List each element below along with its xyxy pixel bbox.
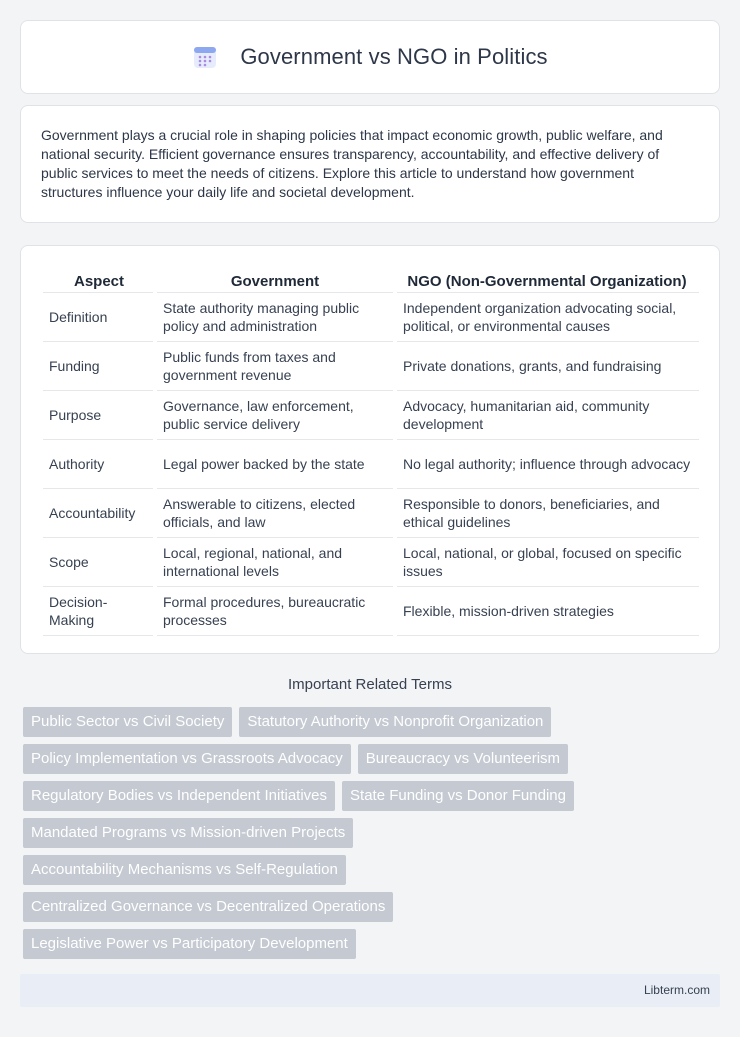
comparison-table (43, 266, 699, 636)
related-term-tag[interactable]: Public Sector vs Civil Society (23, 707, 232, 737)
table-row (43, 586, 699, 635)
aspect-cell: Decision-Making (43, 586, 155, 635)
aspect-cell: Definition (43, 292, 155, 341)
related-term-tag[interactable]: Mandated Programs vs Mission-driven Projects (23, 818, 353, 848)
ngo-cell: Advocacy, humanitarian aid, community development (395, 390, 699, 439)
ngo-cell: Independent organization advocating social, political, or environmental causes (395, 292, 699, 341)
header-card (20, 20, 720, 94)
table-row (43, 439, 699, 488)
page-title: Government vs NGO in Politics (240, 44, 548, 69)
table-row (43, 488, 699, 537)
aspect-cell: Purpose (43, 390, 155, 439)
table-row (43, 537, 699, 586)
related-terms-title: Important Related Terms (288, 676, 452, 693)
table-row (43, 390, 699, 439)
government-cell: Answerable to citizens, elected officials, and law (155, 488, 395, 537)
related-term-tag[interactable]: Regulatory Bodies vs Independent Initiatives (23, 781, 335, 811)
table-row (43, 341, 699, 390)
government-cell: Local, regional, national, and international levels (155, 537, 395, 586)
related-term-tag[interactable]: Bureaucracy vs Volunteerism (358, 744, 568, 774)
ngo-cell: Flexible, mission-driven strategies (395, 586, 699, 635)
government-cell: Governance, law enforcement, public service delivery (155, 390, 395, 439)
aspect-cell: Authority (43, 439, 155, 488)
ngo-cell: Local, national, or global, focused on specific issues (395, 537, 699, 586)
footer (20, 974, 720, 1007)
related-term-tag[interactable]: State Funding vs Donor Funding (342, 781, 574, 811)
related-term-tag[interactable]: Policy Implementation vs Grassroots Advocacy (23, 744, 351, 774)
intro-paragraph: Government plays a crucial role in shaping policies that impact economic growth, public welfare, and national security. Efficient governance ensures transparency, accountability, and effective delivery of public services to meet the needs of citizens. Explore this article to understand how government structures influence your daily life and societal development. (41, 127, 663, 200)
related-term-tag[interactable]: Statutory Authority vs Nonprofit Organization (239, 707, 551, 737)
header-government: Government (155, 266, 395, 292)
intro-card (20, 105, 720, 223)
related-terms-list (23, 707, 713, 966)
government-cell: Legal power backed by the state (155, 439, 395, 488)
government-cell: State authority managing public policy and administration (155, 292, 395, 341)
footer-site-link[interactable]: Libterm.com (643, 983, 710, 997)
related-term-tag[interactable]: Legislative Power vs Participatory Development (23, 929, 356, 959)
government-cell: Formal procedures, bureaucratic processes (155, 586, 395, 635)
related-term-tag[interactable]: Centralized Governance vs Decentralized Operations (23, 892, 393, 922)
ngo-cell: Responsible to donors, beneficiaries, and ethical guidelines (395, 488, 699, 537)
calendar-icon (192, 44, 218, 70)
comparison-card (20, 245, 720, 654)
table-header-row (43, 266, 699, 292)
header-aspect: Aspect (43, 266, 155, 292)
table-row (43, 292, 699, 341)
aspect-cell: Accountability (43, 488, 155, 537)
government-cell: Public funds from taxes and government revenue (155, 341, 395, 390)
header-ngo: NGO (Non-Governmental Organization) (395, 266, 699, 292)
related-term-tag[interactable]: Accountability Mechanisms vs Self-Regulation (23, 855, 346, 885)
aspect-cell: Funding (43, 341, 155, 390)
ngo-cell: No legal authority; influence through advocacy (395, 439, 699, 488)
aspect-cell: Scope (43, 537, 155, 586)
ngo-cell: Private donations, grants, and fundraising (395, 341, 699, 390)
